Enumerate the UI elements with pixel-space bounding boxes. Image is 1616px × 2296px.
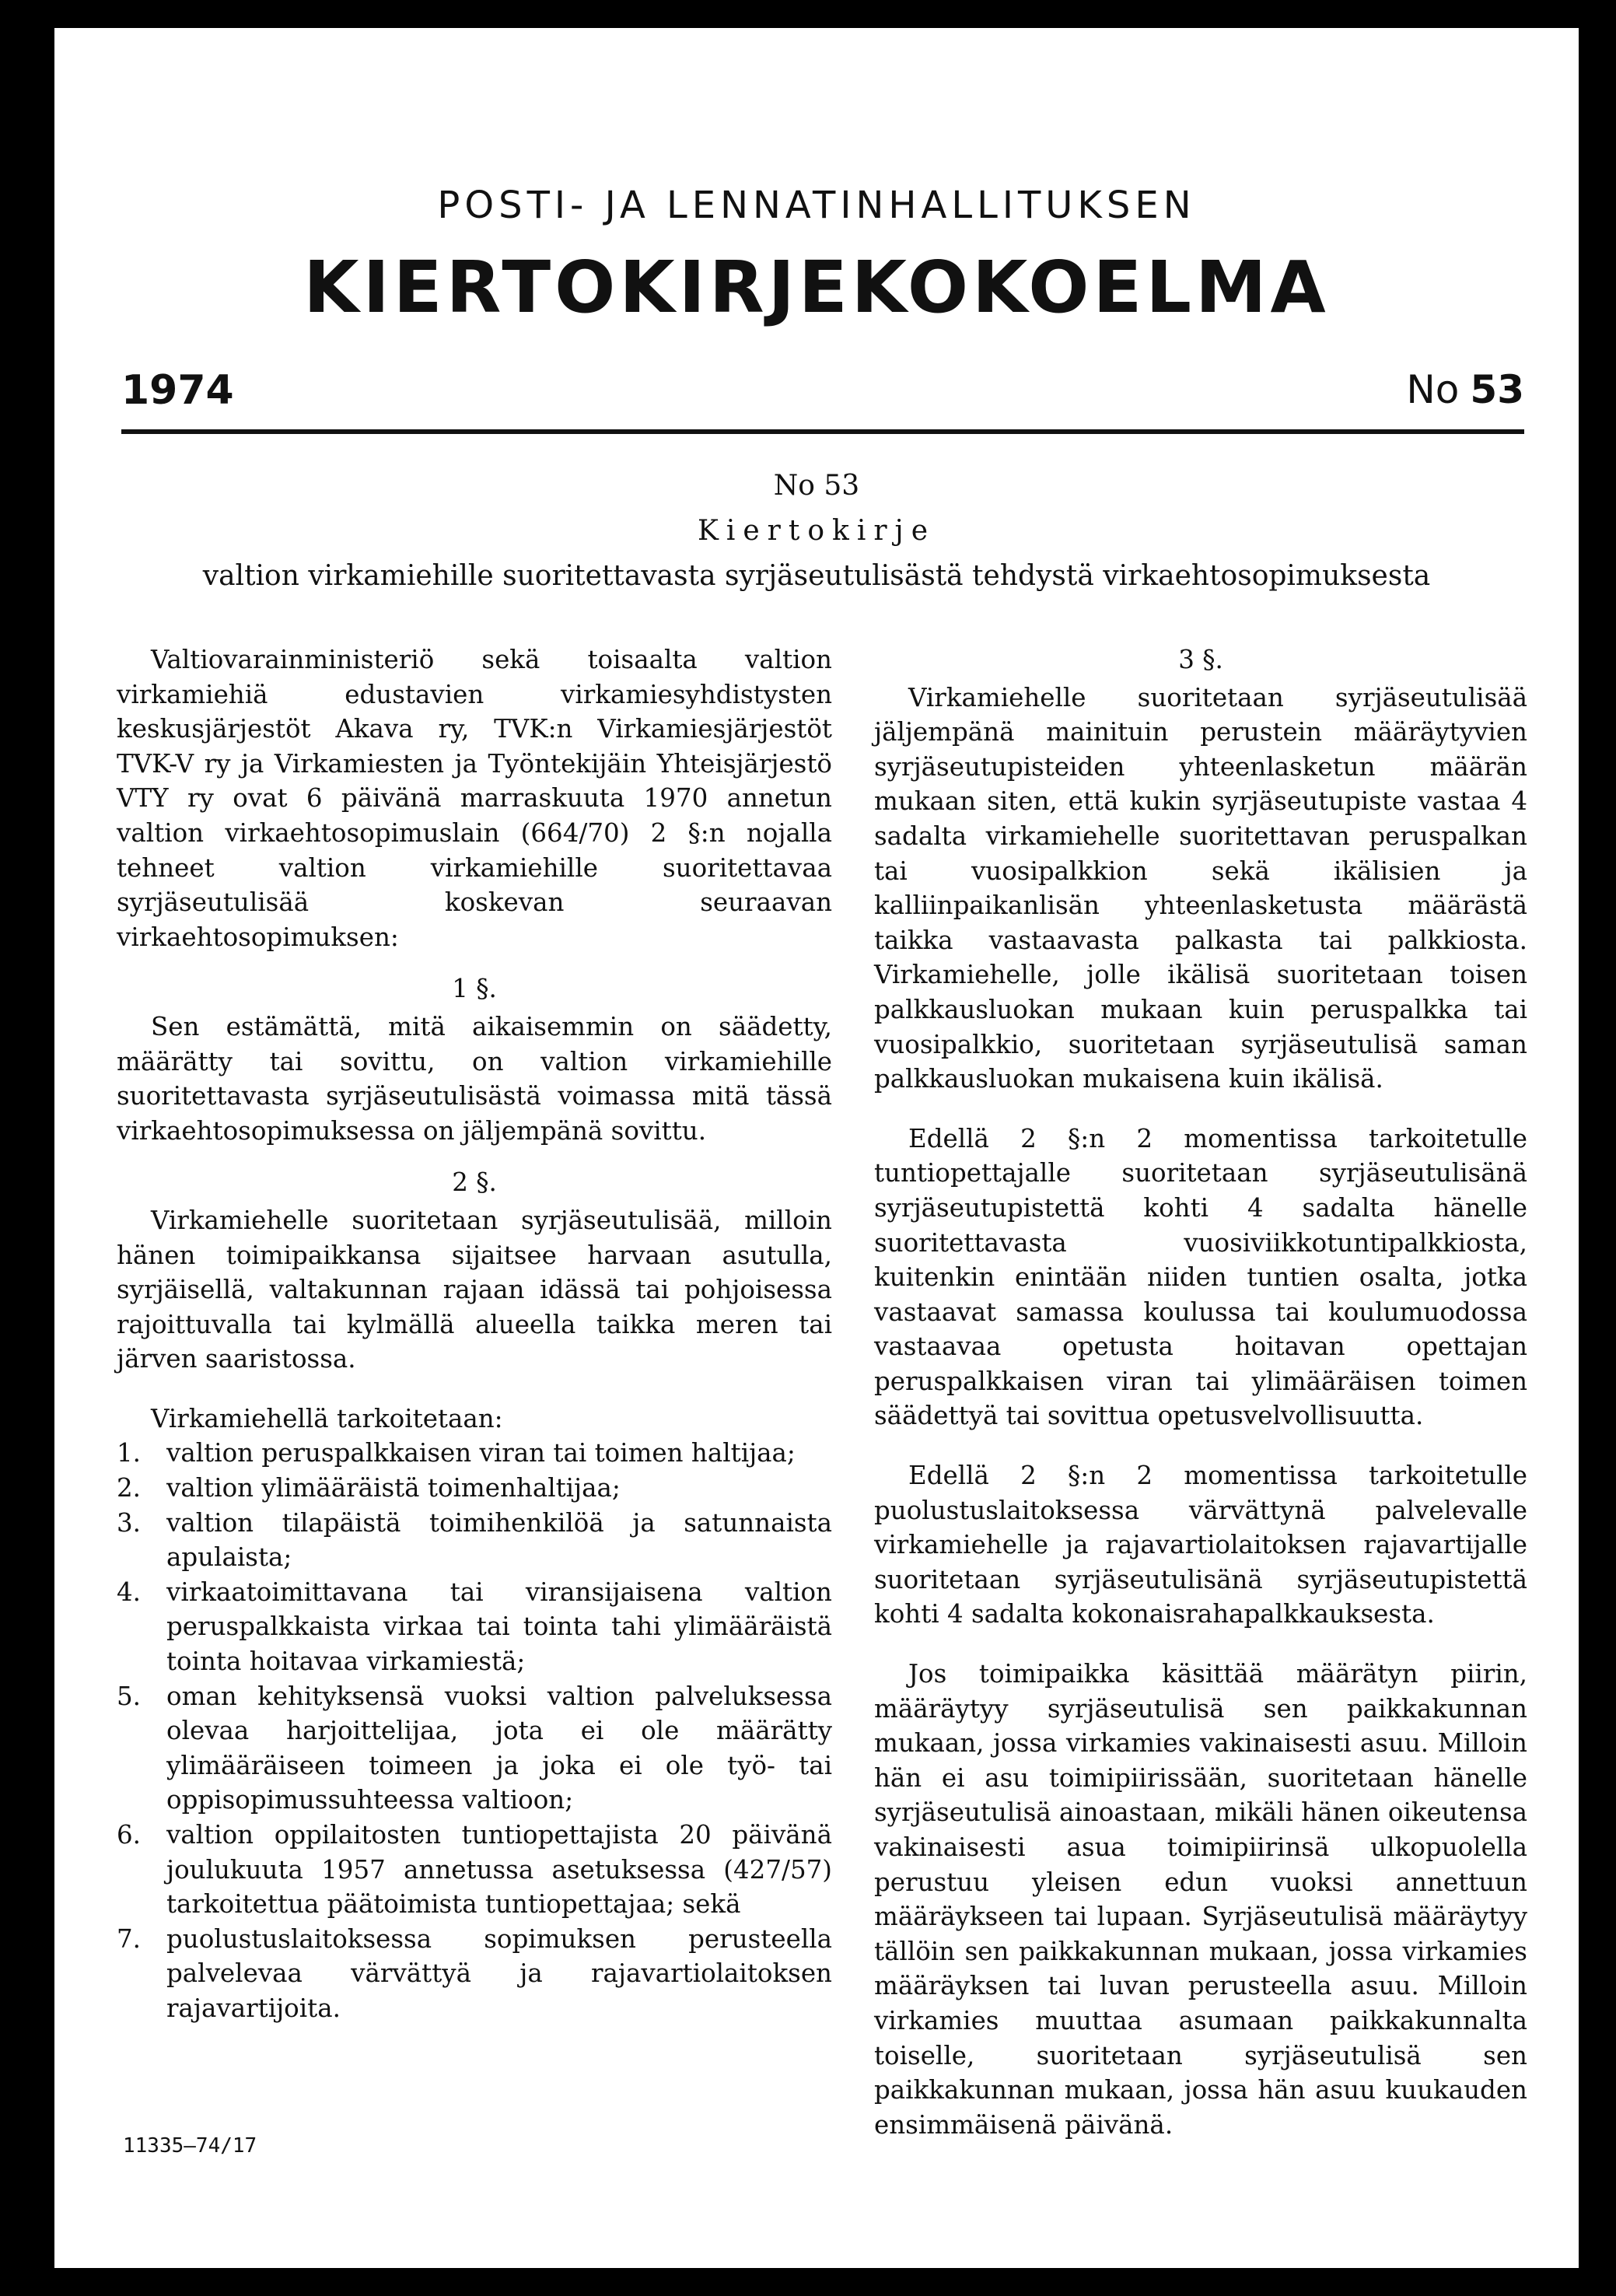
publisher-heading: POSTI- JA LENNATINHALLITUKSEN xyxy=(437,184,1196,227)
definition-intro: Virkamiehellä tarkoitetaan: xyxy=(151,1403,503,1433)
list-item: 4. virkaatoimittavana tai viransijaisena valtion peruspalkkaista virkaa tai tointa tahi ylimääräistä tointa hoitavaa virkamiestä; xyxy=(117,1577,832,1677)
definition-list xyxy=(117,1436,832,2025)
section-3-heading: 3 §. xyxy=(1178,645,1223,674)
list-item: 3. valtion tilapäistä toimihenkilöä ja satunnaista apulaista; xyxy=(117,1507,832,1573)
document-number: No 53 xyxy=(773,470,860,502)
right-column xyxy=(874,642,1527,2142)
list-item: 2. valtion ylimääräistä toimenhaltijaa; xyxy=(117,1473,621,1503)
document-type: Kiertokirje xyxy=(697,515,936,547)
document-subject: valtion virkamiehille suoritettavasta syrjäseutulisästä tehdystä virkaehtosopimuksesta xyxy=(202,560,1431,592)
section-3-paragraph-2: Edellä 2 §:n 2 momentissa tarkoitetulle tuntiopettajalle suoritetaan syrjäseutulisänä syrjäseutupistettä kohti 4 sadalta hänelle suoritettavasta vuosiviikkotuntipalkkiosta, kuitenkin enintään niiden tuntien osalta, jotka vastaavat samassa koulussa tai koulumuodossa vastaavaa opetusta hoitavan opettajan peruspalkkaisen viran tai ylimääräisen toimen säädettyä tai sovittua opetusvelvollisuutta. xyxy=(874,1123,1527,1431)
issue-number xyxy=(1406,367,1524,412)
intro-paragraph: Valtiovarainministeriö sekä toisaalta valtion virkamiehiä edustavien virkamiesyhdistysten keskusjärjestöt Akava ry, TVK:n Virkamiesjärjestöt TVK-V ry ja Virkamiesten ja Työntekijäin Yhteisjärjestö VTY ry ovat 6 päivänä marraskuuta 1970 annetun valtion virkaehtosopimuslain (664/70) 2 §:n nojalla tehneet valtion virkamiehille suoritettavaa syrjäseutulisää koskevan seuraavan virkaehtosopimuksen: xyxy=(117,645,832,952)
section-2-text: Virkamiehelle suoritetaan syrjäseutulisää, milloin hänen toimipaikkansa sijaitsee harvaan asutulla, syrjäisellä, valtakunnan rajaan idässä tai pohjoisessa rajoittuvalla tai kylmällä alueella taikka meren tai järven saaristossa. xyxy=(117,1205,832,1374)
list-item: 1. valtion peruspalkkaisen viran tai toimen haltijaa; xyxy=(117,1438,796,1468)
section-3-paragraph-4: Jos toimipaikka käsittää määrätyn piirin, määräytyy syrjäseutulisä sen paikkakunnan mukaan, jossa virkamies vakinaisesti asuu. Milloin hän ei asu toimipiirissään, suoritetaan hänelle syrjäseutulisä ainoastaan, mikäli hänen oikeutensa vakinaisesti asua toimipiirinsä ulkopuolella perustuu yleisen edun vuoksi annettuun määräykseen tai lupaan. Syrjäseutulisä määräytyy tällöin sen paikkakunnan mukaan, jossa virkamies määräyksen tai luvan perusteella asuu. Milloin virkamies muuttaa asumaan paikkakunnalta toiselle, suoritetaan syrjäseutulisä sen paikkakunnan mukaan, jossa hän asuu kuukauden ensimmäisenä päivänä. xyxy=(874,1659,1528,2140)
list-item: 6. valtion oppilaitosten tuntiopettajista 20 päivänä joulukuuta 1957 annetussa asetuksessa (427/57) tarkoitettua päätoimista tuntiopettajaa; sekä xyxy=(117,1820,832,1920)
year-label: 1974 xyxy=(121,367,234,414)
issue-number-value: 53 xyxy=(1470,367,1524,412)
list-item: 5. oman kehityksensä vuoksi valtion palveluksessa olevaa harjoittelijaa, jota ei ole määrätty ylimääräiseen toimeen ja joka ei ole työ- tai oppisopimussuhteessa valtioon; xyxy=(117,1681,832,1815)
collection-title: KIERTOKIRJEKOKOELMA xyxy=(303,246,1330,329)
section-3-paragraph-1: Virkamiehelle suoritetaan syrjäseutulisää jäljempänä mainituin perustein määräytyvien syrjäseutupisteiden yhteenlasketun määrän mukaan siten, että kukin syrjäseutupiste vastaa 4 sadalta virkamiehelle suoritettavan peruspalkan tai vuosipalkkion sekä ikälisien ja kalliinpaikanlisän yhteenlasketusta määrästä taikka vastaavasta palkasta tai palkkiosta. Virkamiehelle, jolle ikälisä suoritetaan toisen palkkausluokan mukaan kuin peruspalkka tai vuosipalkkio, suoritetaan syrjäseutulisä saman palkkausluokan mukaisena kuin ikälisä. xyxy=(874,682,1527,1094)
document-page xyxy=(54,28,1579,2268)
list-item: 7. puolustuslaitoksessa sopimuksen perusteella palvelevaa värvättyä ja rajavartiolaitoksen rajavartijoita. xyxy=(117,1923,832,2023)
section-1-heading: 1 §. xyxy=(452,974,497,1004)
section-3-paragraph-3: Edellä 2 §:n 2 momentissa tarkoitetulle puolustuslaitoksessa värvättynä palvelevalle virkamiehelle ja rajavartiolaitoksen rajavartijalle suoritetaan syrjäseutulisänä syrjäseutupistettä kohti 4 sadalta kokonaisrahapalkkauksesta. xyxy=(874,1461,1527,1629)
issue-number-label: No xyxy=(1406,367,1460,412)
print-code: 11335—74/17 xyxy=(123,2134,257,2158)
section-2-heading: 2 §. xyxy=(452,1167,497,1198)
section-1-text: Sen estämättä, mitä aikaisemmin on säädetty, määrätty tai sovittu, on valtion virkamiehille suoritettavasta syrjäseutulisästä voimassa mitä tässä virkaehtosopimuksessa on jäljempänä sovittu. xyxy=(117,1011,832,1146)
left-column xyxy=(117,642,832,2026)
header-rule xyxy=(121,429,1524,434)
